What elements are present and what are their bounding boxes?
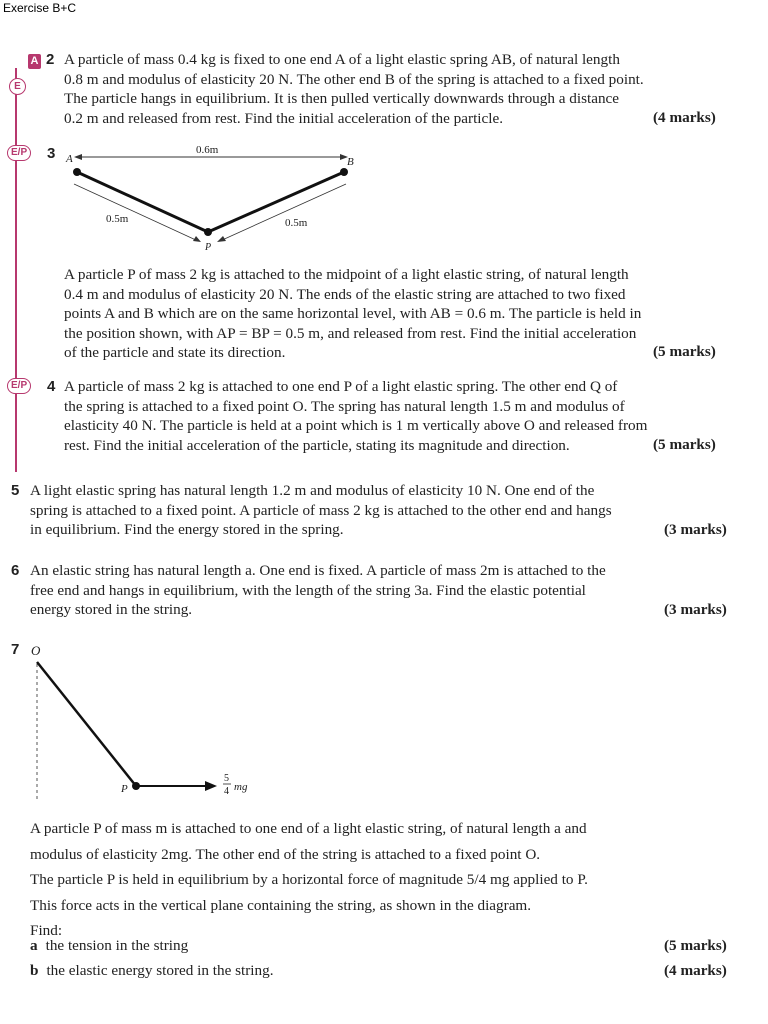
question-6-text bbox=[30, 561, 606, 620]
question-7-part-b-marks: (4 marks) bbox=[664, 962, 727, 979]
question-line: elasticity 40 N. The particle is held at a point which is 1 m vertically above O and released from bbox=[64, 417, 648, 434]
question-7-part-b bbox=[30, 962, 274, 980]
badge-e: E bbox=[9, 78, 26, 95]
question-6-marks: (3 marks) bbox=[664, 601, 727, 618]
question-line: rest. Find the initial acceleration of the particle, stating its magnitude and direction. bbox=[64, 436, 570, 454]
label-b: B bbox=[347, 156, 354, 168]
question-line: energy stored in the string. bbox=[30, 601, 193, 618]
part-label: a bbox=[30, 937, 38, 954]
question-7-number: 7 bbox=[11, 641, 20, 658]
question-line: The particle hangs in equilibrium. It is then pulled vertically downwards through a distance bbox=[64, 90, 620, 107]
badge-a: A bbox=[28, 54, 41, 69]
question-3-diagram bbox=[60, 140, 360, 255]
dimension-ap-label: 0.5m bbox=[106, 213, 129, 225]
label-a: A bbox=[66, 153, 73, 165]
question-2-text bbox=[64, 50, 644, 128]
question-line: A particle P of mass 2 kg is attached to the midpoint of a light elastic string, of natural length bbox=[64, 266, 629, 283]
question-line: A particle of mass 2 kg is attached to one end P of a light elastic spring. The other end Q of bbox=[64, 378, 618, 395]
question-5-number: 5 bbox=[11, 482, 20, 499]
dimension-bp-label: 0.5m bbox=[285, 217, 308, 229]
question-5-text bbox=[30, 481, 612, 540]
dimension-ap bbox=[74, 184, 201, 242]
question-7-part-a-marks: (5 marks) bbox=[664, 937, 727, 954]
force-numerator: 5 bbox=[224, 773, 229, 784]
particle-p bbox=[204, 228, 212, 236]
string-ap bbox=[77, 172, 208, 232]
question-7-diagram bbox=[25, 638, 275, 808]
question-3-marks: (5 marks) bbox=[653, 343, 716, 360]
part-label: b bbox=[30, 962, 39, 979]
elastic-string bbox=[37, 662, 136, 786]
question-find: Find: bbox=[30, 922, 63, 939]
question-line: 0.4 m and modulus of elasticity 20 N. The ends of the elastic string are attached to two fixed bbox=[64, 285, 626, 303]
question-2-marks: (4 marks) bbox=[653, 109, 716, 126]
question-line: A particle P of mass m is attached to one end of a light elastic string, of natural length a and bbox=[30, 820, 587, 837]
question-line: of the particle and state its direction. bbox=[64, 344, 286, 361]
part-text: the elastic energy stored in the string. bbox=[46, 962, 274, 979]
label-o: O bbox=[31, 643, 41, 658]
dimension-ab-label: 0.6m bbox=[196, 144, 219, 156]
question-3-text bbox=[64, 265, 641, 363]
question-line: in equilibrium. Find the energy stored in the spring. bbox=[30, 521, 344, 538]
page-header: Exercise B+C bbox=[3, 1, 77, 15]
question-6-number: 6 bbox=[11, 562, 20, 579]
question-line: free end and hangs in equilibrium, with the length of the string 3a. Find the elastic potential bbox=[30, 581, 586, 599]
point-b bbox=[340, 168, 348, 176]
part-text: the tension in the string bbox=[45, 937, 189, 954]
question-4-text bbox=[64, 377, 647, 455]
question-4-marks: (5 marks) bbox=[653, 436, 716, 453]
badge-ep-3: E/P bbox=[7, 145, 31, 161]
question-line: the spring is attached to a fixed point O. The spring has natural length 1.5 m and modulus of bbox=[64, 397, 625, 415]
question-line: points A and B which are on the same horizontal level, with AB = 0.6 m. The particle is held in bbox=[64, 305, 642, 322]
label-p: P bbox=[121, 783, 128, 795]
question-line: spring is attached to a fixed point. A particle of mass 2 kg is attached to the other end and hangs bbox=[30, 501, 612, 519]
question-line: A light elastic spring has natural length 1.2 m and modulus of elasticity 10 N. One end of the bbox=[30, 482, 595, 499]
force-arrowhead bbox=[205, 781, 217, 791]
point-a bbox=[73, 168, 81, 176]
question-7-text bbox=[30, 816, 588, 944]
force-unit: mg bbox=[234, 781, 248, 793]
question-line: modulus of elasticity 2mg. The other end of the string is attached to a fixed point O. bbox=[30, 845, 541, 863]
question-line: The particle P is held in equilibrium by a horizontal force of magnitude 5/4 mg applied to P. bbox=[30, 871, 588, 888]
question-5-marks: (3 marks) bbox=[664, 521, 727, 538]
force-denominator: 4 bbox=[224, 786, 229, 797]
badge-ep-4: E/P bbox=[7, 378, 31, 394]
question-line: This force acts in the vertical plane containing the string, as shown in the diagram. bbox=[30, 896, 532, 914]
question-4-number: 4 bbox=[47, 378, 56, 395]
question-line: 0.2 m and released from rest. Find the initial acceleration of the particle. bbox=[64, 109, 504, 127]
question-line: 0.8 m and modulus of elasticity 20 N. The other end B of the spring is attached to a fixed point. bbox=[64, 70, 644, 88]
section-bar bbox=[15, 68, 17, 472]
question-line: A particle of mass 0.4 kg is fixed to one end A of a light elastic spring AB, of natural length bbox=[64, 51, 620, 68]
question-line: An elastic string has natural length a. One end is fixed. A particle of mass 2m is attached to the bbox=[30, 562, 606, 579]
question-3-number: 3 bbox=[47, 145, 56, 162]
string-bp bbox=[208, 172, 344, 232]
label-p: P bbox=[205, 242, 212, 253]
question-7-part-a bbox=[30, 937, 188, 955]
dimension-bp bbox=[217, 184, 346, 242]
question-2-number: 2 bbox=[46, 51, 55, 68]
question-line: the position shown, with AP = BP = 0.5 m, and released from rest. Find the initial acceleration bbox=[64, 324, 637, 342]
